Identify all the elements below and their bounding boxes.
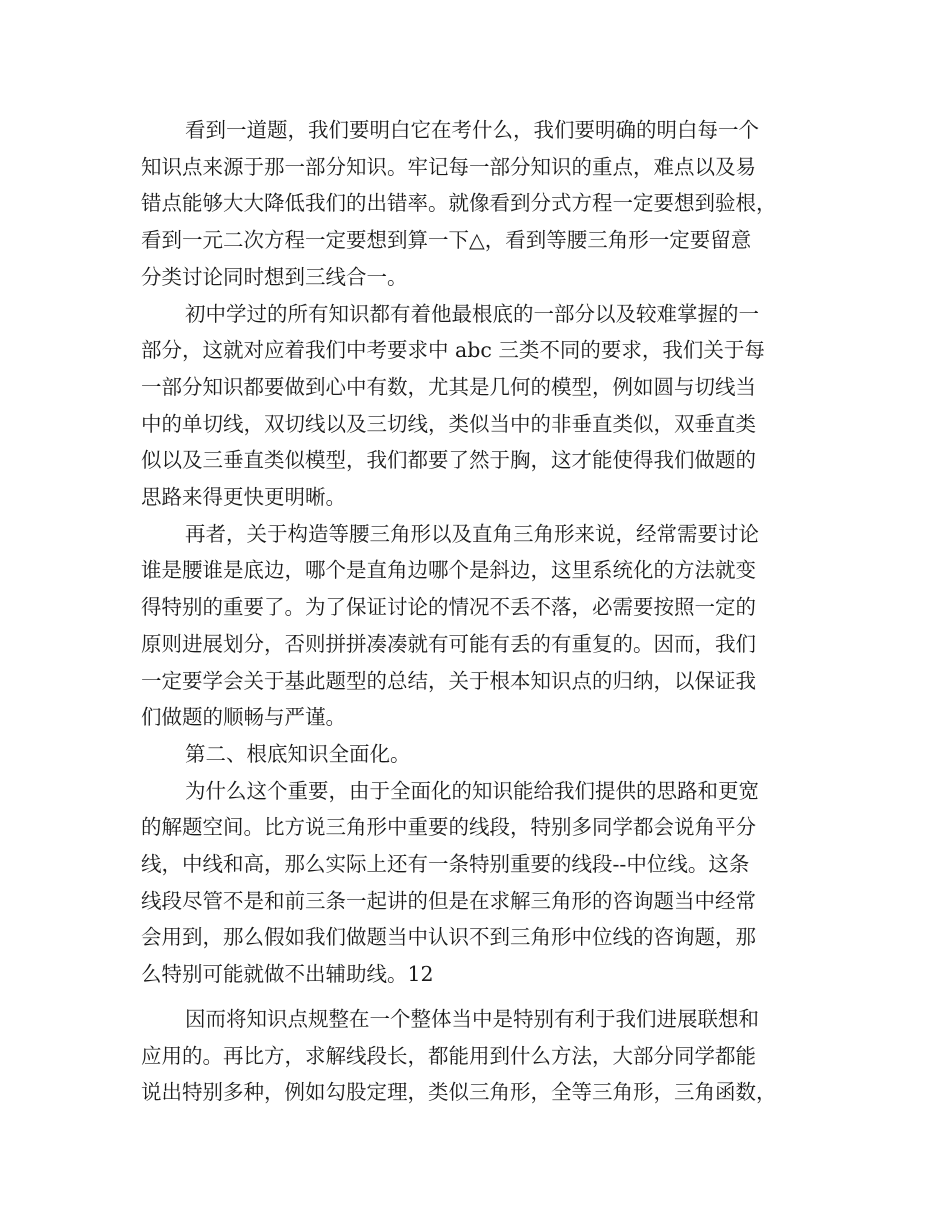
text-line: 为什么这个重要，由于全面化的知识能给我们提供的思路和更宽 <box>185 778 759 803</box>
text-line: 一定要学会关于基此题型的总结，关于根本知识点的归纳，以保证我 <box>141 668 756 693</box>
text-line: 得特别的重要了。为了保证讨论的情况不丢不落，必需要按照一定的 <box>141 595 756 620</box>
text-line: 么特别可能就做不出辅助线。12 <box>141 962 434 987</box>
text-line: 说出特别多种，例如勾股定理，类似三角形，全等三角形，三角函数， <box>141 1080 777 1105</box>
text-line: 看到一元二次方程一定要想到算一下△，看到等腰三角形一定要留意 <box>141 228 752 253</box>
text-line: 应用的。再比方，求解线段长，都能用到什么方法，大部分同学都能 <box>141 1043 756 1068</box>
text-line: 因而将知识点规整在一个整体当中是特别有利于我们进展联想和 <box>185 1006 759 1031</box>
text-line: 原则进展划分，否则拼拼凑凑就有可能有丢的有重复的。因而，我们 <box>141 631 756 656</box>
text-line: 知识点来源于那一部分知识。牢记每一部分知识的重点，难点以及易 <box>141 154 756 179</box>
text-line: 一部分知识都要做到心中有数，尤其是几何的模型，例如圆与切线当 <box>141 374 756 399</box>
paragraph-5 <box>141 1001 821 1111</box>
text-line: 线，中线和高，那么实际上还有一条特别重要的线段--中位线。这条 <box>141 852 750 877</box>
section-heading <box>141 736 821 773</box>
text-line: 们做题的顺畅与严谨。 <box>141 705 346 730</box>
text-line: 初中学过的所有知识都有着他最根底的一部分以及较难掌握的一 <box>185 301 759 326</box>
paragraph-1 <box>141 112 821 296</box>
paragraph-2 <box>141 296 821 516</box>
paragraph-4 <box>141 773 821 993</box>
text-line: 会用到，那么假如我们做题当中认识不到三角形中位线的咨询题，那 <box>141 925 756 950</box>
text-line: 部分，这就对应着我们中考要求中 abc 三类不同的要求，我们关于每 <box>141 338 765 363</box>
text-line: 再者，关于构造等腰三角形以及直角三角形来说，经常需要讨论 <box>185 521 759 546</box>
text-line: 似以及三垂直类似模型，我们都要了然于胸，这才能使得我们做题的 <box>141 448 756 473</box>
text-line: 分类讨论同时想到三线合一。 <box>141 264 408 289</box>
text-line: 中的单切线，双切线以及三切线，类似当中的非垂直类似，双垂直类 <box>141 411 756 436</box>
text-line: 思路来得更快更明晰。 <box>141 485 346 510</box>
text-line: 看到一道题，我们要明白它在考什么，我们要明确的明白每一个 <box>185 118 759 142</box>
text-line: 错点能够大大降低我们的出错率。就像看到分式方程一定要想到验根， <box>141 191 777 216</box>
text-line: 谁是腰谁是底边，哪个是直角边哪个是斜边，这里系统化的方法就变 <box>141 558 756 583</box>
document-page <box>141 112 821 1111</box>
text-line: 第二、根底知识全面化。 <box>185 741 411 766</box>
text-line: 的解题空间。比方说三角形中重要的线段，特别多同学都会说角平分 <box>141 815 756 840</box>
paragraph-3 <box>141 516 821 736</box>
text-line: 线段尽管不是和前三条一起讲的但是在求解三角形的咨询题当中经常 <box>141 888 756 913</box>
